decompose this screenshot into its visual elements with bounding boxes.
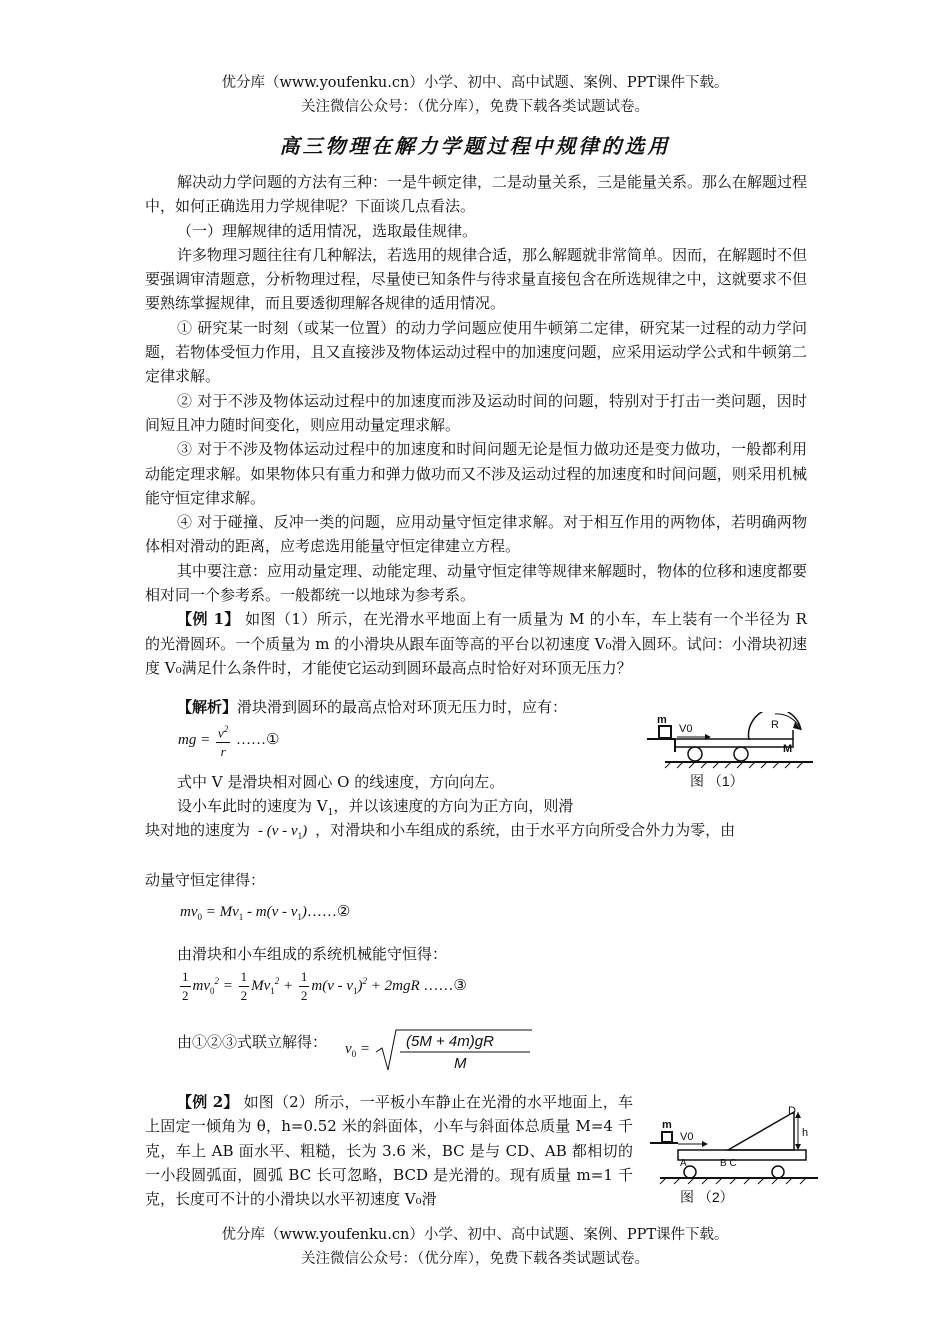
figure-2: [650, 1098, 820, 1208]
line-cart-velocity-b: ，并以该速度的方向为正方向，则滑: [333, 797, 574, 816]
paragraph-section-1: （一）理解规律的适用情况，选取最佳规律。: [177, 221, 478, 240]
line-ground-a: 块对地的速度为: [145, 821, 251, 839]
momentum-line: [145, 868, 807, 892]
example-2-text: 如图（2）所示，一平板小车静止在光滑的水平地面上，车上固定一倾角为 θ，h=0.52 米的斜面体，小车与斜面体总质量 M=4 千克，车上 AB 面水平、粗糙，长为 3.6 米，BC 是与 CD、AB 都相切的一小段圆弧面，圆弧 BC 长可忽略，BCD 是光滑的。现有质量 m=1 千克，长度可不计的小滑块以水平初速度 V₀滑: [145, 1093, 633, 1209]
analysis-line: [145, 695, 615, 719]
svg-text:(5M + 4m)gR: (5M + 4m)gR: [405, 1033, 494, 1050]
figure-1-label-v0: V0: [679, 723, 693, 735]
equation-1-tag: ……①: [236, 732, 280, 749]
svg-text:M: M: [453, 1055, 467, 1072]
paragraph-explain: 许多物理习题往往有几种解法，若选用的规律合适，那么解题就非常简单。因而，在解题时不但要强调审清题意，分析物理过程，尽量使已知条件与待求量直接包含在所选规律之中，这就要求不但要熟练掌握规律，而且要透彻理解各规律的适用情况。: [145, 245, 808, 313]
line-ground-velocity: 块对地的速度为 - $(v - v_1)$ ，对滑块和小车组成的系统，由于水平方向所受合外力为零，由: [145, 821, 736, 841]
equation-1: mg = $\frac{v^2}{r}$ ……①: [178, 720, 279, 761]
figure-2-caption: 图 （2）: [680, 1189, 734, 1205]
figure-2-label-h: h: [802, 1127, 809, 1139]
paragraph-note: 其中要注意：应用动量定理、动能定理、动量守恒定律等规律来解题时，物体的位移和速度都要相对同一个参考系。一般都统一以地球为参考系。: [145, 561, 808, 605]
figure-2-label-m: m: [662, 1119, 672, 1131]
equation-result: $v_0$ = (5M + 4m)gR M: [345, 1026, 534, 1074]
line-solve: 由①②③式联立解得：: [177, 1033, 328, 1051]
analysis-text: 滑块滑到圆环的最高点恰对环顶无压力时，应有：: [237, 698, 568, 716]
paragraph-rule-1: ① 研究某一时刻（或某一位置）的动力学问题应使用牛顿第二定律，研究某一过程的动力学问题，若物体受恒力作用，且又直接涉及物体运动过程中的加速度问题，应采用运动学公式和牛顿第二定律求解。: [145, 318, 807, 386]
example-2-block: [145, 1090, 633, 1211]
line-cart-velocity-a: 设小车此时的速度为 V: [177, 797, 328, 816]
paragraph-rule-4: ④ 对于碰撞、反冲一类的问题，应用动量守恒定律求解。对于相互作用的两物体，若明确两物体相对滑动的距离，应考虑选用能量守恒定律建立方程。: [145, 513, 807, 556]
footer-line-1: 优分库（www.youfenku.cn）小学、初中、高中试题、案例、PPT课件下载。: [221, 1227, 729, 1243]
energy-line: [145, 942, 807, 966]
analysis-label: 【解析】: [177, 698, 238, 716]
paragraph-rule-3: ③ 对于不涉及物体运动过程中的加速度和时间问题无论是恒力做功还是变力做功，一般都利用动能定理求解。如果物体只有重力和弹力做功而又不涉及运动过程的加速度和时间问题，则采用机械能守恒定律求解。: [145, 440, 807, 507]
figure-2-label-BC: B C: [720, 1158, 737, 1169]
figure-2-label-v0: V0: [680, 1131, 694, 1143]
figure-1-caption: 图 （1）: [690, 773, 744, 789]
paragraph-rule-2: ② 对于不涉及物体运动过程中的加速度而涉及运动时间的问题，特别对于打击一类问题，因时间短且冲力随时间变化，则应用动量定理求解。: [145, 391, 807, 434]
line-momentum: 动量守恒定律得：: [145, 871, 266, 889]
footer-line-2: 关注微信公众号：（优分库），免费下载各类试题试卷。: [301, 1251, 649, 1267]
figure-2-label-D: D: [788, 1105, 796, 1117]
line-cart-velocity: 设小车此时的速度为 $V_1$，并以该速度的方向为正方向，则滑: [177, 797, 574, 819]
equation-3: $\frac{1}{2}$ $mv_0^2$ = $\frac{1}{2}$ $Mv_1^2$ + $\frac{1}{2}$ $m(v - v_1)^2 + 2mgR$ ……③: [182, 969, 467, 1003]
figure-1-label-R: R: [771, 719, 779, 731]
example-1-text: 如图（1）所示，在光滑水平地面上有一质量为 M 的小车，车上装有一个半径为 R 的光滑圆环。一个质量为 m 的小滑块从跟车面等高的平台以初速度 V₀滑入圆环。试问：小滑块初速度 V₀满足什么条件时，才能使它运动到圆环最高点时恰好对环顶无压力？: [145, 610, 807, 677]
example-1-label: 【例 1】: [177, 610, 240, 629]
equation-2: $mv_0 = Mv_1 - m(v$ - $v_1)\dots\dots ②$: [180, 904, 351, 922]
example-2-label: 【例 2】: [177, 1093, 239, 1111]
sqrt-symbol: [374, 1026, 534, 1074]
equation-3-tag: ……③: [423, 977, 467, 994]
analysis-block: [145, 695, 615, 719]
header-line-1: 优分库（www.youfenku.cn）小学、初中、高中试题、案例、PPT课件下载。: [221, 75, 729, 91]
figure-1: [645, 712, 815, 832]
page-title: 高三物理在解力学题过程中规律的选用: [279, 134, 671, 158]
equation-2-tag: ……②: [306, 904, 351, 920]
line-energy: 由滑块和小车组成的系统机械能守恒得：: [177, 945, 448, 963]
figure-1-label-m: m: [657, 714, 667, 726]
example-2-question: [145, 1090, 633, 1211]
header-line-2: 关注微信公众号：（优分库），免费下载各类试题试卷。: [301, 99, 649, 115]
figure-2-label-A: A: [680, 1158, 687, 1169]
example-1-question: [145, 607, 807, 680]
line-relative-velocity: 式中 V 是滑块相对圆心 O 的线速度，方向向左。: [177, 773, 505, 791]
paragraph-intro: 解决动力学问题的方法有三种：一是牛顿定律，二是动量关系，三是能量关系。那么在解题过程中，如何正确选用力学规律呢？下面谈几点看法。: [145, 173, 808, 216]
line-ground-b: ，对滑块和小车组成的系统，由于水平方向所受合外力为零，由: [315, 821, 736, 839]
intro-block: [145, 170, 807, 680]
figure-1-label-M: M: [783, 743, 793, 755]
